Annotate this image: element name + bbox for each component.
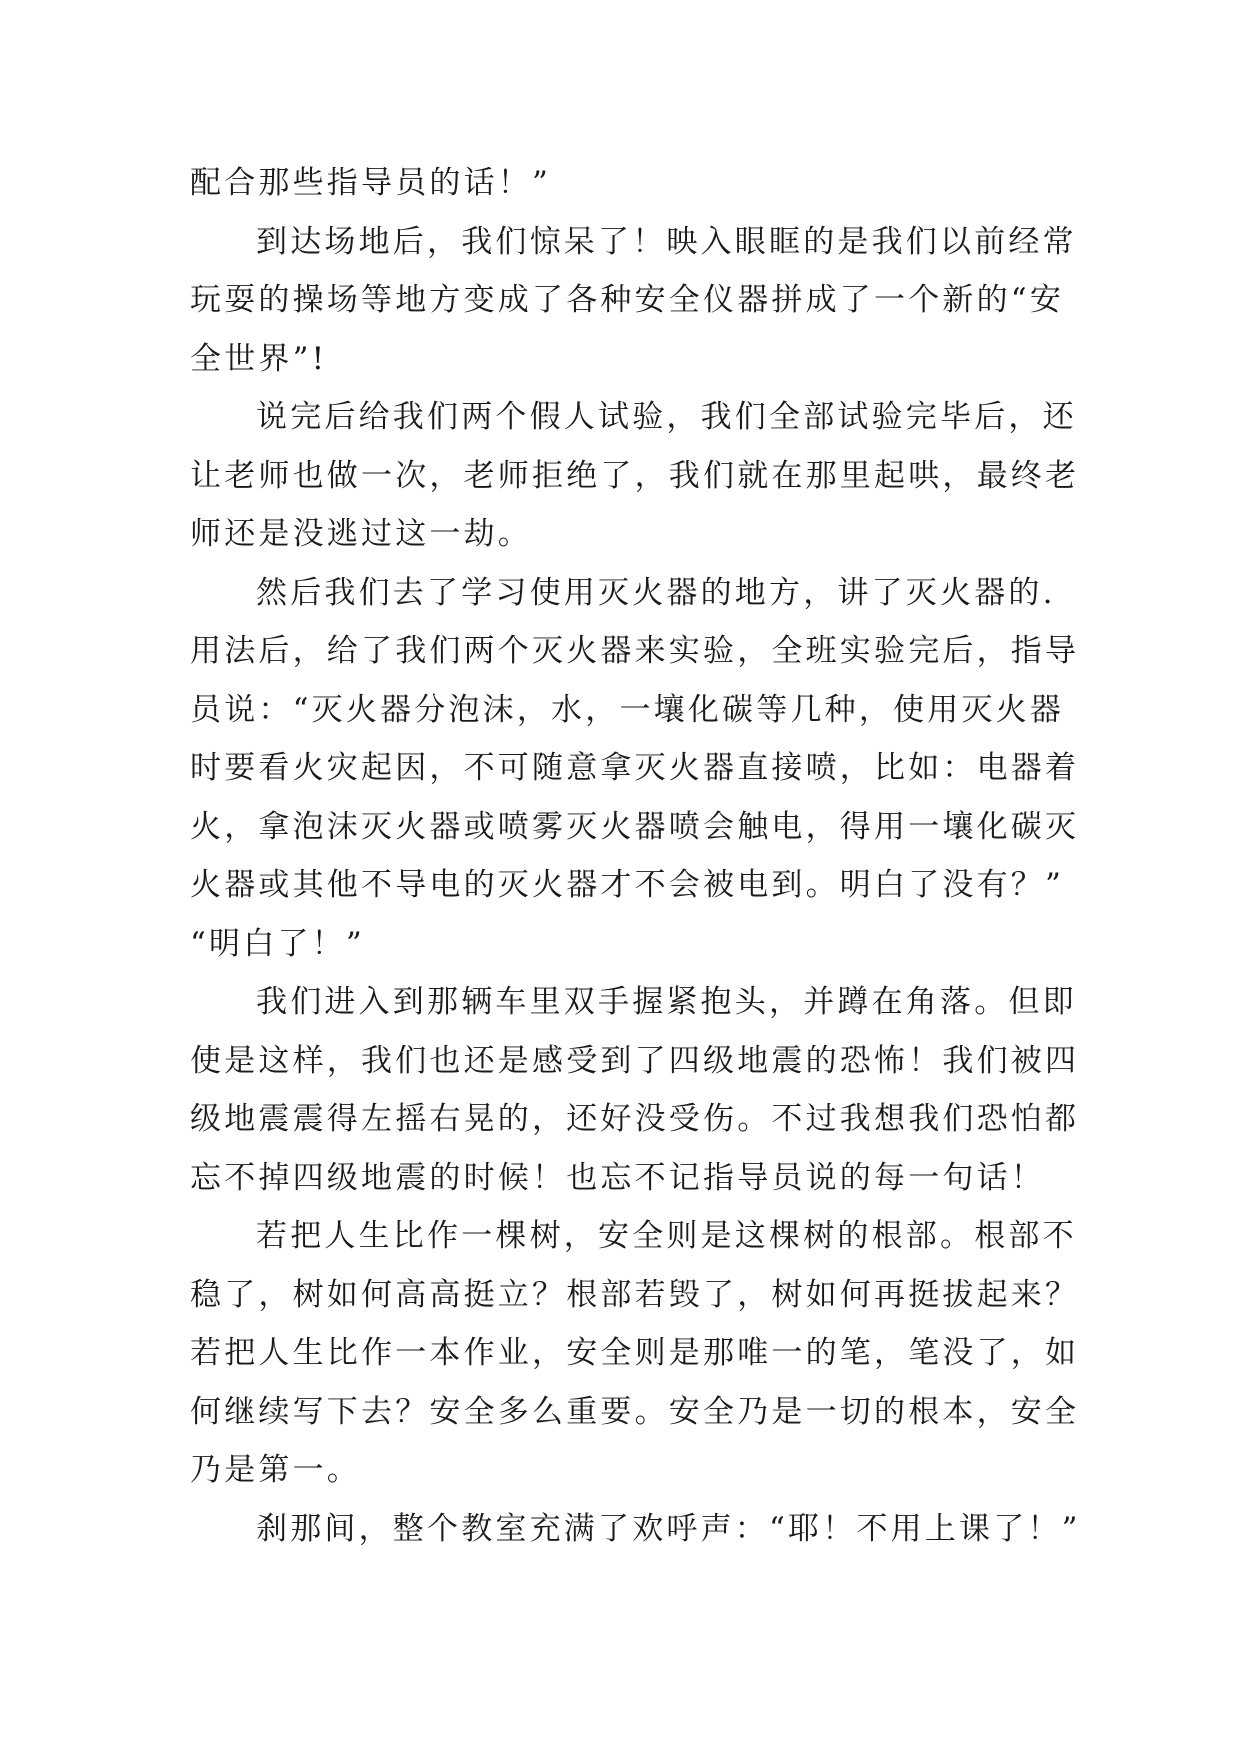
text-line: 然后我们去了学习使用灭火器的地方，讲了灭火器的. bbox=[256, 574, 1056, 611]
text-line: 忘不掉四级地震的时候！也忘不记指导员说的每一句话！ bbox=[190, 1159, 1045, 1196]
text-line: 刹那间，整个教室充满了欢呼声：“耶！不用上课了！” bbox=[256, 1510, 1081, 1547]
text-line: 全世界”! bbox=[190, 340, 328, 377]
text-line: 何继续写下去？安全多么重要。安全乃是一切的根本，安全 bbox=[190, 1393, 1080, 1430]
text-line: 使是这样，我们也还是感受到了四级地震的恐怖！我们被四 bbox=[190, 1042, 1080, 1079]
text-line: 火器或其他不导电的灭火器才不会被电到。明白了没有？” bbox=[190, 867, 1065, 903]
text-line: 让老师也做一次，老师拒绝了，我们就在那里起哄，最终老 bbox=[190, 457, 1080, 494]
text-line: 级地震震得左摇右晃的，还好没受伤。不过我想我们恐怕都 bbox=[190, 1101, 1080, 1137]
text-line: 我们进入到那辆车里双手握紧抱头，并蹲在角落。但即 bbox=[256, 984, 1077, 1020]
text-line: 稳了，树如何高高挺立？根部若毁了，树如何再挺拔起来？ bbox=[190, 1276, 1080, 1313]
text-line: 乃是第一。 bbox=[190, 1452, 361, 1488]
text-line: 火，拿泡沫灭火器或喷雾灭火器喷会触电，得用一壤化碳灭 bbox=[190, 808, 1080, 845]
text-line: 若把人生比作一棵树，安全则是这棵树的根部。根部不 bbox=[256, 1218, 1077, 1254]
text-line: 到达场地后，我们惊呆了！映入眼眶的是我们以前经常 bbox=[256, 223, 1077, 260]
text-line: 时要看火灾起因，不可随意拿灭火器直接喷，比如：电器着 bbox=[190, 750, 1080, 786]
text-line: “明白了！” bbox=[190, 925, 365, 962]
text-line: 用法后，给了我们两个灭火器来实验，全班实验完后，指导 bbox=[190, 633, 1080, 669]
text-line: 师还是没逃过这一劫。 bbox=[190, 516, 532, 552]
text-line: 说完后给我们两个假人试验，我们全部试验完毕后，还 bbox=[256, 399, 1077, 435]
text-line: 玩耍的操场等地方变成了各种安全仪器拼成了一个新的“安 bbox=[190, 282, 1065, 318]
text-line: 配合那些指导员的话！” bbox=[190, 165, 552, 201]
text-line: 若把人生比作一本作业，安全则是那唯一的笔，笔没了，如 bbox=[190, 1335, 1080, 1371]
body-text bbox=[190, 154, 1081, 1558]
text-line: 员说：“灭火器分泡沫，水，一壤化碳等几种，使用灭火器 bbox=[190, 691, 1065, 728]
